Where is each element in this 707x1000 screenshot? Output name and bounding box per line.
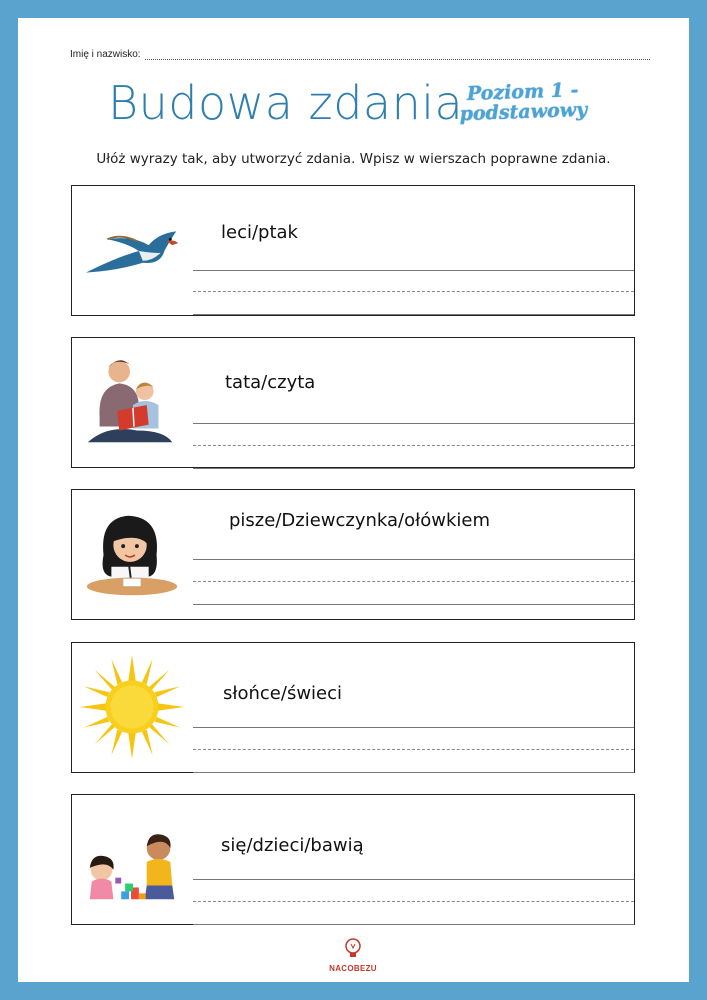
logo-text: NACOBEZU (329, 964, 377, 973)
sun-icon (78, 653, 186, 761)
name-dotted-line[interactable] (145, 49, 650, 60)
exercise-box-3 (71, 489, 635, 620)
exercise-box-5 (71, 794, 635, 925)
writing-line-middle[interactable] (193, 749, 634, 750)
writing-line-bottom[interactable] (193, 924, 634, 925)
exercise-prompt-3: pisze/Dziewczynka/ołówkiem (229, 510, 490, 531)
writing-line-middle[interactable] (193, 901, 634, 902)
girl-writing-icon (78, 500, 186, 608)
writing-line-top[interactable] (193, 879, 634, 880)
children-playing-icon (78, 805, 186, 913)
writing-line-top[interactable] (193, 727, 634, 728)
writing-line-middle[interactable] (193, 445, 634, 446)
exercise-box-2 (71, 337, 635, 468)
exercise-prompt-2: tata/czyta (225, 372, 316, 393)
name-field[interactable] (70, 42, 650, 60)
writing-line-middle[interactable] (193, 581, 634, 582)
writing-line-top[interactable] (193, 559, 634, 560)
writing-line-middle[interactable] (193, 291, 634, 292)
writing-line-top[interactable] (193, 270, 634, 271)
lightbulb-icon (341, 936, 365, 960)
level-badge: Poziom 1 - podstawowy (459, 79, 588, 126)
writing-line-bottom[interactable] (193, 772, 634, 773)
exercise-prompt-4: słońce/świeci (223, 683, 343, 704)
writing-line-bottom[interactable] (193, 468, 634, 469)
exercise-prompt-5: się/dzieci/bawią (221, 835, 364, 856)
writing-line-bottom[interactable] (193, 604, 634, 605)
worksheet-page (18, 18, 689, 982)
exercise-box-4 (71, 642, 635, 773)
nacobezu-logo (323, 936, 383, 976)
instruction-text: Ułóż wyrazy tak, aby utworzyć zdania. Wpisz w wierszach poprawne zdania. (96, 151, 611, 167)
exercise-box-1 (71, 185, 635, 316)
swallow-bird-icon (78, 196, 186, 304)
father-reading-icon (78, 348, 186, 456)
name-label: Imię i nazwisko: (70, 49, 141, 60)
writing-line-top[interactable] (193, 423, 634, 424)
page-title: Budowa zdania (108, 76, 464, 130)
writing-line-bottom[interactable] (193, 314, 634, 315)
exercise-prompt-1: leci/ptak (221, 222, 298, 243)
